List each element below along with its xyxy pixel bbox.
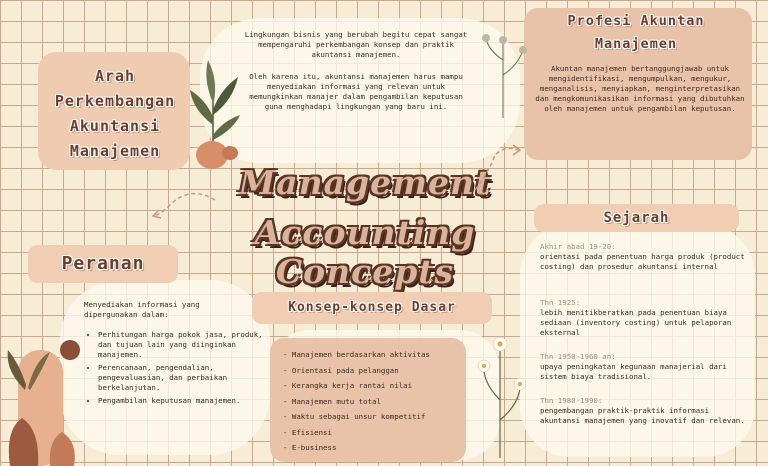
page-title-line2: Accounting Concepts: [254, 213, 476, 291]
dashed-arrow-icon: [470, 140, 525, 195]
daisy-flower-icon: [470, 330, 530, 460]
konsep-item: - Waktu sebagai unsur kompetitif: [283, 412, 426, 421]
konsep-item: - Orientasi pada pelanggan: [283, 365, 399, 375]
peranan-list: [88, 330, 268, 409]
konsep-heading: Konsep-konsep Dasar: [252, 292, 492, 324]
dried-flower-icon: [478, 30, 528, 120]
sejarah-entry: [540, 242, 745, 272]
arah-heading-line-3: Akuntansi: [69, 117, 161, 135]
pottery-icon: [0, 330, 95, 466]
sejarah-heading: Sejarah: [534, 204, 739, 232]
konsep-item: - Efisiensi: [283, 427, 332, 437]
profesi-heading-line-2: Manajemen: [594, 36, 678, 52]
intro-paragraph-1: Lingkungan bisnis yang berubah begitu cepat sangat mempengaruhi perkembangan konsep dan praktik akuntansi manajemen.: [244, 30, 468, 59]
sejarah-text: pengembangan praktik-praktik informasi akuntansi manajemen yang inovatif dan relevan.: [540, 406, 745, 425]
konsep-item: - Manajemen berdasarkan aktivitas: [283, 350, 430, 359]
peranan-item: • Perhitungan harga pokok jasa, produk, dan tujuan lain yang diinginkan manajemen.: [98, 330, 268, 360]
sejarah-period: Thn 1980-1990:: [540, 396, 603, 405]
sejarah-entry: [540, 352, 745, 382]
arah-heading-line-2: Perkembangan: [54, 92, 176, 110]
arah-heading: [40, 64, 190, 164]
konsep-item: - Manajemen mutu total: [283, 396, 381, 406]
profesi-heading: [536, 10, 736, 56]
peranan-item: • Perencanaan, pengendalian, pengevaluasian, dan perbaikan berkelanjutan.: [98, 363, 268, 393]
konsep-list: [283, 347, 463, 456]
sejarah-text: lebih menitikberatkan pada penentuan biaya sediaan (inventory costing) untuk pelaporan eksternal: [540, 308, 732, 337]
peranan-item: • Pengambilan keputusan manajemen.: [98, 396, 268, 406]
dashed-arrow-icon: [150, 190, 220, 230]
potted-plant-icon: [178, 55, 248, 170]
sejarah-entry: [540, 298, 745, 338]
sejarah-period: Thn 1950-1960 an:: [540, 352, 616, 361]
konsep-item: - Kerangka kerja rantai nilai: [283, 381, 413, 390]
peranan-heading: Peranan: [28, 245, 178, 283]
peranan-intro: Menyediakan informasi yang dipergunakan dalam:: [84, 300, 200, 319]
arah-heading-line-4: Manajemen: [69, 142, 161, 160]
intro-paragraph-2: Oleh karena itu, akuntansi manajemen harus mampu menyediakan informasi yang relevan untuk memungkinkan manajer dalam pengambilan keputusan guna menghadapi lingkungan yang baru ini.: [249, 72, 463, 111]
profesi-body: Akuntan manajemen bertanggungjawab untuk mengidentifikasi, mengumpulkan, mengukur, menganalisis, menyiapkan, menginterpretasikan dan mengkomunikasikan informasi yang dibutuhkan oleh manajemen untuk pengambilan keputusan.: [535, 64, 745, 113]
arah-heading-line-1: Arah: [94, 67, 136, 85]
sejarah-text: upaya peningkatan kegunaan manajerial dari sistem biaya tradisional.: [540, 362, 727, 381]
page-title-line1: Management: [238, 163, 492, 202]
sejarah-entry: [540, 396, 745, 426]
sejarah-text: orientasi pada penentuan harga produk (product costing) dan prosedur akuntansi internal: [540, 252, 745, 271]
konsep-item: - E-business: [283, 443, 337, 452]
sejarah-period: Akhir abad 19-20:: [540, 242, 616, 251]
profesi-heading-line-1: Profesi Akuntan: [567, 13, 705, 29]
sejarah-period: Thn 1925:: [540, 298, 581, 307]
